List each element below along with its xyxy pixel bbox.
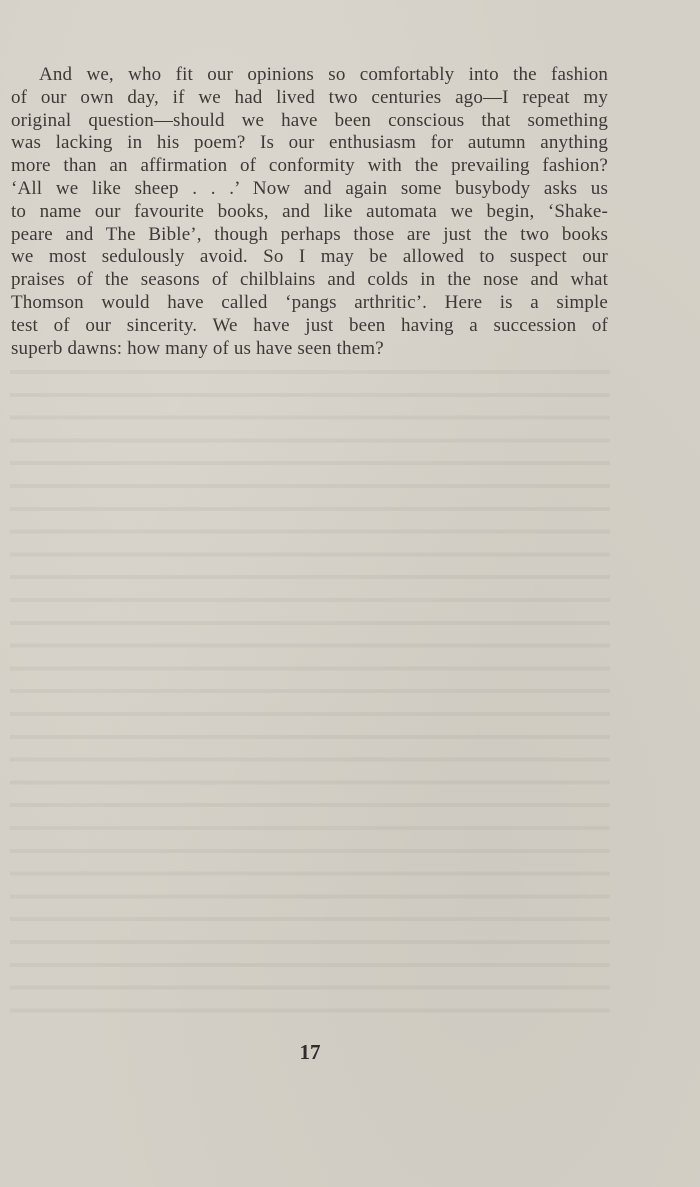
text-line: praises of the seasons of chilblains and colds in the nose and what bbox=[11, 269, 608, 291]
text-line: we most sedulously avoid. So I may be allowed to suspect our bbox=[11, 246, 608, 268]
text-line: And we, who fit our opinions so comfortably into the fashion bbox=[39, 64, 608, 85]
text-line: more than an affirmation of conformity with the prevailing fashion? bbox=[11, 155, 608, 177]
text-line: ‘All we like sheep . . .’ Now and again some busybody asks us bbox=[11, 177, 608, 199]
show-through-from-reverse bbox=[10, 360, 610, 1030]
text-line: Thomson would have called ‘pangs arthritic’. Here is a simple bbox=[11, 291, 608, 313]
text-line: of our own day, if we had lived two centuries ago—I repeat my bbox=[11, 86, 608, 108]
text-line: was lacking in his poem? Is our enthusiasm for autumn anything bbox=[11, 132, 608, 154]
page-number: 17 bbox=[299, 1040, 321, 1064]
text-line: original question—should we have been conscious that something bbox=[11, 109, 608, 131]
body-paragraph bbox=[11, 64, 608, 360]
text-line: test of our sincerity. We have just been having a succession of bbox=[11, 314, 608, 336]
text-line: superb dawns: how many of us have seen them? bbox=[11, 337, 384, 359]
text-line: peare and The Bible’, though perhaps those are just the two books bbox=[11, 223, 608, 245]
text-line: to name our favourite books, and like automata we begin, ‘Shake- bbox=[11, 200, 608, 222]
